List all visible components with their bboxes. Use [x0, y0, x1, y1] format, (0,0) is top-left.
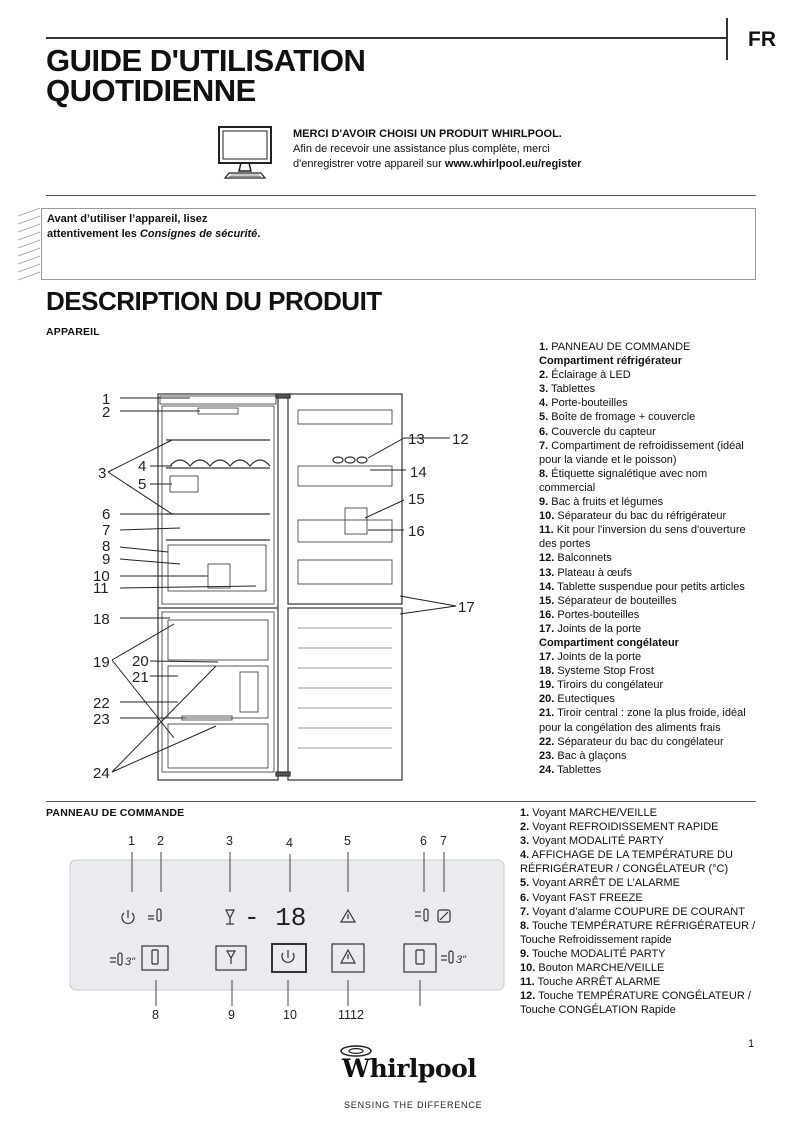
- panel-label-1: 1: [128, 834, 135, 848]
- diagram-label-12: 12: [452, 431, 469, 448]
- register-link[interactable]: www.whirlpool.eu/register: [444, 158, 582, 170]
- panel-item-number: 7.: [520, 905, 530, 918]
- panel-item-text: Touche TEMPÉRATURE RÉFRIGÉRATEUR /: [532, 919, 756, 932]
- section-rule: [46, 195, 756, 196]
- fridge-button-duration: 3": [125, 956, 136, 968]
- panel-label-2: 2: [157, 834, 164, 848]
- appliance-section-heading: Compartiment réfrigérateur: [539, 355, 683, 368]
- thanks-line-1: Afin de recevoir une assistance plus complète, merci: [293, 143, 550, 155]
- appliance-item-text: Étiquette signalétique avec nom: [551, 467, 708, 480]
- appliance-item-text: Tiroir central : zone la plus froide, idéal: [557, 707, 746, 720]
- computer-monitor-icon: [217, 125, 273, 180]
- panel-label-11-12: 1112: [338, 1008, 364, 1022]
- temperature-display: - 18: [244, 903, 307, 933]
- diagram-label-24: 24: [93, 765, 110, 782]
- appliance-item-text: Joints de la porte: [557, 622, 642, 635]
- title-line-1: GUIDE D'UTILISATION: [46, 43, 366, 78]
- appliance-item-text: Éclairage à LED: [551, 369, 631, 382]
- appliance-item-text: Joints de la porte: [557, 651, 642, 664]
- diagram-label-22: 22: [93, 695, 110, 712]
- thanks-line-2: d'enregistrer votre appareil sur: [293, 158, 445, 170]
- appliance-item-number: 9.: [539, 496, 549, 509]
- panel-item: [520, 862, 770, 876]
- panel-item: [520, 891, 770, 905]
- appliance-item: [539, 678, 779, 692]
- appliance-item-text: Portes-bouteilles: [557, 608, 640, 621]
- appliance-item: [539, 566, 779, 580]
- panel-item-number: 1.: [520, 807, 530, 819]
- appliance-item: [539, 735, 779, 749]
- diagram-label-8: 8: [102, 538, 111, 555]
- panel-label: PANNEAU DE COMMANDE: [46, 807, 185, 819]
- appliance-item-text: commercial: [539, 481, 596, 494]
- diagram-label-2: 2: [102, 404, 111, 421]
- product-description-title: DESCRIPTION DU PRODUIT: [46, 286, 382, 316]
- appliance-item: [539, 453, 779, 467]
- diagram-label-20: 20: [132, 653, 149, 670]
- diagram-label-21: 21: [132, 669, 149, 686]
- brand-logo: Whirlpool: [342, 1054, 477, 1083]
- diagram-label-14: 14: [410, 464, 427, 481]
- appliance-item-text: Eutectiques: [557, 693, 615, 706]
- page-number: 1: [748, 1038, 755, 1050]
- appliance-item-number: 15.: [539, 594, 555, 607]
- appliance-item-number: 13.: [539, 566, 555, 579]
- safety-instructions-link[interactable]: Consignes de sécurité: [139, 228, 258, 240]
- appliance-item-number: 11.: [539, 524, 554, 537]
- appliance-item: [539, 509, 779, 523]
- appliance-item-number: 24.: [539, 763, 555, 776]
- safety-line-2: attentivement les: [47, 228, 140, 240]
- appareil-label: APPAREIL: [46, 326, 100, 338]
- appliance-item: [539, 495, 779, 509]
- panel-label-4: 4: [286, 836, 293, 850]
- appliance-item-text: pour la congélation des aliments frais: [539, 721, 721, 734]
- diagram-label-7: 7: [102, 522, 111, 539]
- appliance-item-number: 14.: [539, 580, 555, 593]
- panel-item-number: 12.: [520, 990, 536, 1003]
- appliance-item: [539, 537, 779, 551]
- diagram-label-15: 15: [408, 491, 425, 508]
- thanks-block: [293, 127, 581, 172]
- appliance-item-text: Séparateur du bac du congélateur: [557, 735, 724, 748]
- appliance-item-number: 4.: [539, 397, 549, 410]
- appliance-item-number: 1.: [539, 341, 549, 353]
- appliance-item-text: Couvercle du capteur: [551, 425, 656, 438]
- appliance-item-text: Plateau à œufs: [557, 566, 632, 579]
- appliance-item-number: 17.: [539, 622, 555, 635]
- diagram-label-4: 4: [138, 458, 147, 475]
- appliance-item-text: PANNEAU DE COMMANDE: [551, 341, 691, 353]
- panel-item: [520, 1003, 770, 1017]
- appliance-section-heading: Compartiment congélateur: [539, 636, 679, 649]
- diagram-label-10: 10: [93, 568, 110, 585]
- panel-item-text: Touche TEMPÉRATURE CONGÉLATEUR /: [538, 990, 751, 1003]
- appliance-item: [539, 749, 779, 763]
- panel-item-text: Touche CONGÉLATION Rapide: [520, 1004, 676, 1017]
- panel-item-number: 10.: [520, 962, 536, 975]
- appliance-item-number: 10.: [539, 510, 555, 523]
- diagram-label-5: 5: [138, 476, 147, 493]
- appliance-item-number: 17.: [539, 651, 555, 664]
- panel-label-7: 7: [440, 834, 447, 848]
- language-code: FR: [748, 28, 776, 51]
- panel-label-9: 9: [228, 1008, 235, 1022]
- panel-item: [520, 919, 770, 933]
- hatch-decoration: [18, 208, 42, 282]
- panel-item: [520, 905, 770, 919]
- diagram-label-6: 6: [102, 506, 111, 523]
- appliance-item: [539, 650, 779, 664]
- panel-item-text: Touche Refroidissement rapide: [520, 933, 672, 946]
- header-divider: [726, 18, 728, 60]
- appliance-item: [539, 551, 779, 565]
- appliance-item-number: 8.: [539, 467, 549, 480]
- panel-item-text: Voyant ARRÊT DE L’ALARME: [532, 877, 681, 890]
- panel-item-number: 2.: [520, 821, 530, 834]
- appliance-item: [539, 368, 779, 382]
- appliance-item: [539, 763, 779, 777]
- appliance-item-number: 5.: [539, 411, 549, 424]
- appliance-item: [539, 594, 779, 608]
- appliance-parts-list: [539, 340, 779, 777]
- panel-item-text: Voyant FAST FREEZE: [532, 891, 643, 904]
- appliance-item-number: 3.: [539, 383, 549, 396]
- panel-item: [520, 947, 770, 961]
- appliance-item-number: 20.: [539, 693, 555, 706]
- appliance-item-text: Séparateur de bouteilles: [557, 594, 677, 607]
- header-rule: [46, 37, 726, 39]
- appliance-item-text: Porte-bouteilles: [551, 397, 628, 410]
- appliance-item-text: Tablette suspendue pour petits articles: [557, 580, 745, 593]
- appliance-item: [539, 439, 779, 453]
- panel-item: [520, 848, 770, 862]
- appliance-item-text: Tablettes: [557, 763, 602, 776]
- appliance-item-text: pour la viande et le poisson): [539, 453, 677, 466]
- diagram-label-9: 9: [102, 551, 111, 568]
- panel-item: [520, 876, 770, 890]
- panel-item-text: Touche ARRÊT ALARME: [537, 976, 661, 989]
- panel-item-number: 5.: [520, 877, 530, 890]
- appliance-item-text: Balconnets: [557, 552, 612, 565]
- panel-item-text: AFFICHAGE DE LA TEMPÉRATURE DU: [531, 849, 733, 862]
- panel-label-6: 6: [420, 834, 427, 848]
- title-line-2: QUOTIDIENNE: [46, 73, 256, 108]
- panel-item-number: 8.: [520, 919, 530, 932]
- appliance-item-text: des portes: [539, 538, 591, 551]
- appliance-item-text: Tablettes: [551, 383, 596, 396]
- appliance-item-number: 16.: [539, 608, 555, 621]
- panel-section-rule: [46, 801, 756, 802]
- panel-item-text: Voyant MODALITÉ PARTY: [532, 835, 664, 848]
- diagram-label-1: 1: [102, 391, 111, 408]
- appliance-item: [539, 608, 779, 622]
- panel-item-text: Voyant d’alarme COUPURE DE COURANT: [532, 905, 745, 918]
- panel-item-text: Touche MODALITÉ PARTY: [532, 947, 666, 960]
- appliance-item-number: 12.: [539, 552, 555, 565]
- appliance-item-text: Systeme Stop Frost: [557, 665, 654, 678]
- appliance-item-text: Tiroirs du congélateur: [557, 679, 664, 692]
- control-panel-list: [520, 806, 770, 1017]
- appliance-item: [539, 580, 779, 594]
- panel-item: [520, 975, 770, 989]
- appliance-item: [539, 382, 779, 396]
- diagram-label-16: 16: [408, 523, 425, 540]
- appliance-item-text: Kit pour l'inversion du sens d'ouverture: [556, 524, 746, 537]
- appliance-item-number: 7.: [539, 439, 549, 452]
- appliance-item-number: 21.: [539, 707, 555, 720]
- appliance-item-text: Séparateur du bac du réfrigérateur: [557, 510, 727, 523]
- diagram-label-11: 11: [93, 580, 109, 597]
- appliance-item-number: 2.: [539, 369, 549, 382]
- panel-label-5: 5: [344, 834, 351, 848]
- control-panel-diagram: [68, 830, 508, 1024]
- appliance-item-number: 18.: [539, 665, 555, 678]
- appliance-item: [539, 692, 779, 706]
- panel-item-text: RÉFRIGÉRATEUR / CONGÉLATEUR (°C): [520, 863, 729, 876]
- diagram-label-18: 18: [93, 611, 110, 628]
- page-title: [46, 43, 366, 108]
- panel-item: [520, 834, 770, 848]
- panel-item-number: 4.: [520, 849, 530, 862]
- appliance-item-text: Boîte de fromage + couvercle: [551, 411, 696, 424]
- appliance-item-number: 6.: [539, 425, 549, 438]
- appliance-item: [539, 410, 779, 424]
- panel-item: [520, 933, 770, 947]
- refrigerator-diagram: [90, 380, 490, 785]
- panel-item: [520, 961, 770, 975]
- appliance-item: [539, 721, 779, 735]
- diagram-label-13: 13: [408, 431, 425, 448]
- panel-item-text: Bouton MARCHE/VEILLE: [538, 962, 665, 975]
- diagram-label-19: 19: [93, 654, 110, 671]
- panel-item-number: 11.: [520, 976, 535, 989]
- appliance-item: [539, 396, 779, 410]
- panel-item-text: Voyant REFROIDISSEMENT RAPIDE: [532, 821, 719, 834]
- appliance-item: [539, 523, 779, 537]
- diagram-label-23: 23: [93, 711, 110, 728]
- appliance-item: [539, 664, 779, 678]
- appliance-item-text: Bac à fruits et légumes: [551, 496, 664, 509]
- panel-item-number: 6.: [520, 891, 530, 904]
- safety-line-1: Avant d’utiliser l’appareil, lisez: [47, 213, 208, 225]
- appliance-item: [539, 340, 779, 354]
- appliance-item: [539, 481, 779, 495]
- panel-item-number: 3.: [520, 835, 530, 848]
- appliance-item: [539, 467, 779, 481]
- panel-label-8: 8: [152, 1008, 159, 1022]
- panel-label-10: 10: [283, 1008, 297, 1022]
- panel-item: [520, 806, 770, 820]
- appliance-item: [539, 425, 779, 439]
- diagram-label-3: 3: [98, 465, 107, 482]
- freezer-button-duration: 3": [456, 954, 467, 966]
- appliance-item-text: Compartiment de refroidissement (idéal: [551, 439, 744, 452]
- appliance-item-number: 19.: [539, 679, 555, 692]
- appliance-item-number: 22.: [539, 735, 555, 748]
- appliance-item: [539, 622, 779, 636]
- appliance-item-text: Bac à glaçons: [557, 749, 627, 762]
- diagram-label-17: 17: [458, 599, 475, 616]
- appliance-item-number: 23.: [539, 749, 555, 762]
- safety-notice-box: Avant d’utiliser l’appareil, lisez attentivement les Consignes de sécurité.: [41, 208, 756, 280]
- panel-item-text: Voyant MARCHE/VEILLE: [532, 807, 657, 819]
- thanks-heading: MERCI D'AVOIR CHOISI UN PRODUIT WHIRLPOOL.: [293, 128, 562, 140]
- panel-label-3: 3: [226, 834, 233, 848]
- panel-item: [520, 820, 770, 834]
- brand-tagline: SENSING THE DIFFERENCE: [344, 1100, 483, 1110]
- appliance-item: [539, 706, 779, 720]
- panel-item: [520, 989, 770, 1003]
- panel-item-number: 9.: [520, 947, 530, 960]
